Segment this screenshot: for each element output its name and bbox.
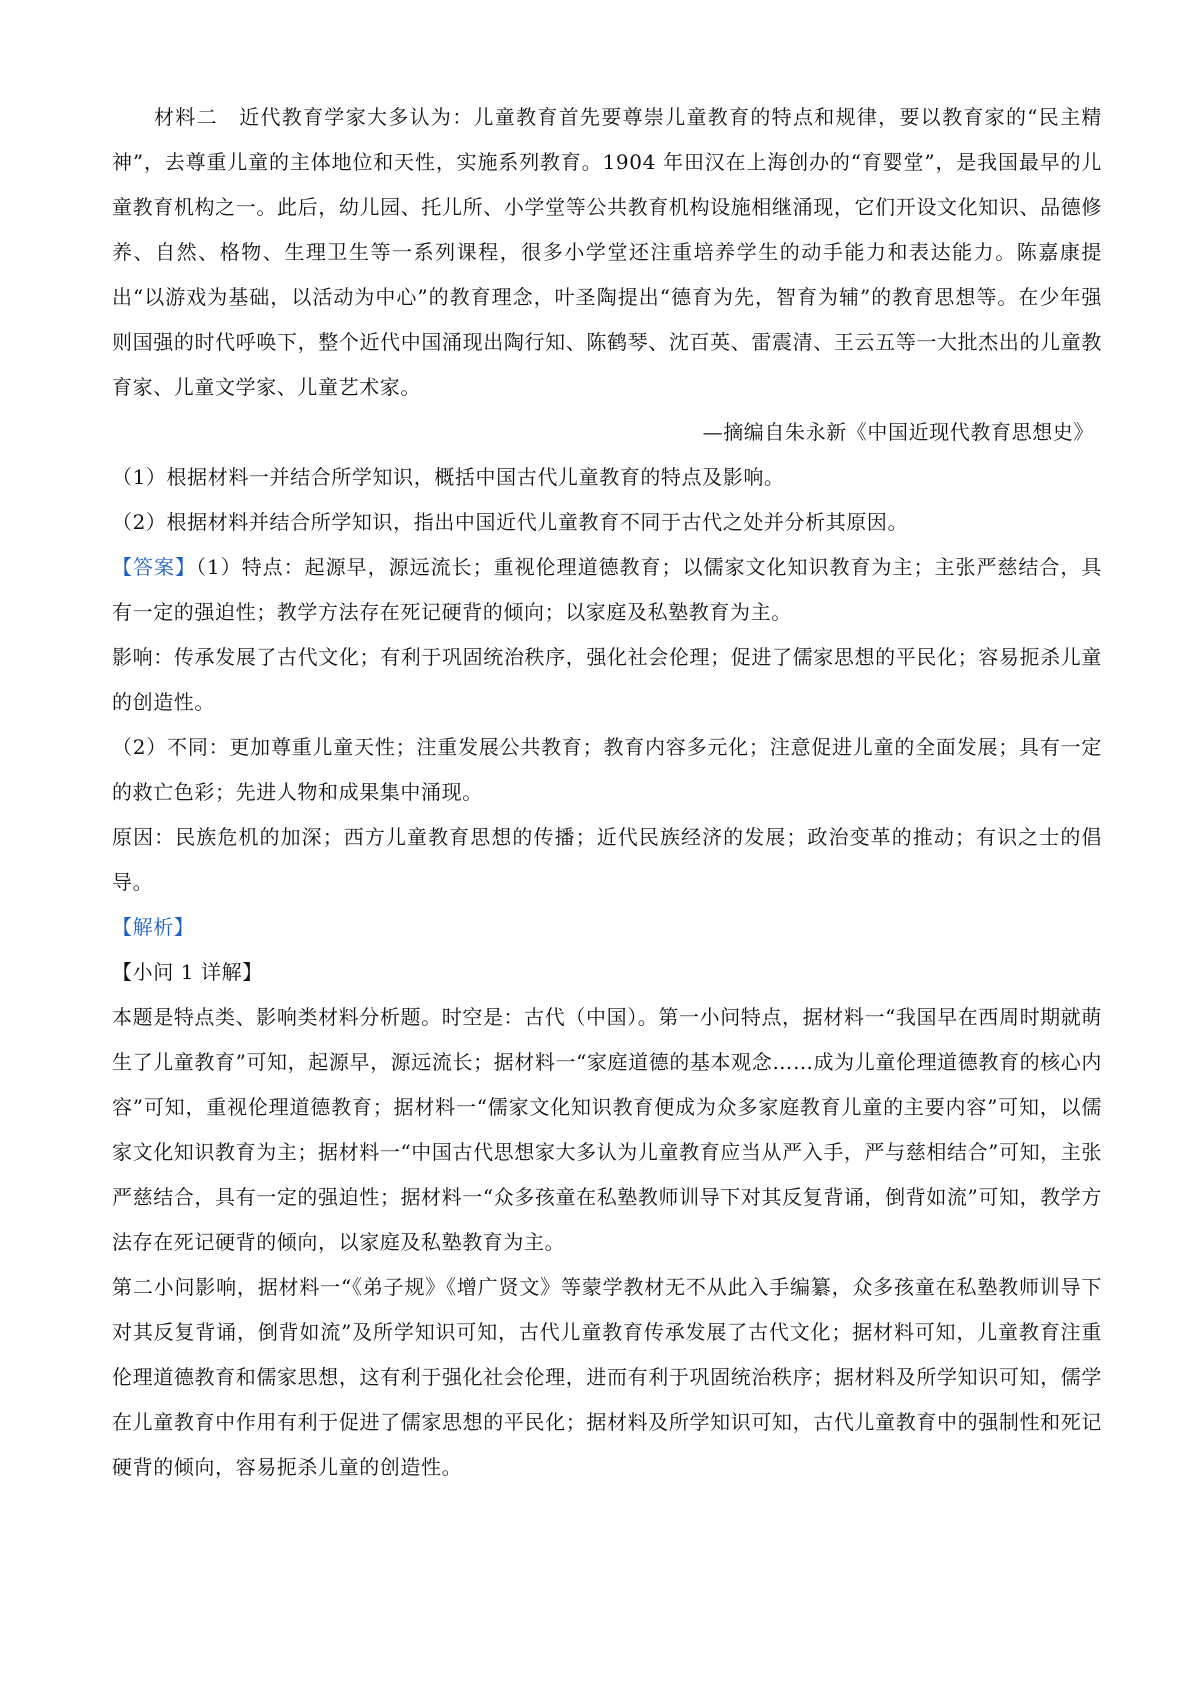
material-two-paragraph — [112, 95, 1102, 410]
analysis-paragraph-1: 本题是特点类、影响类材料分析题。时空是：古代（中国）。第一小问特点，据材料一“我国早在西周时期就萌生了儿童教育”可知，起源早，源远流长；据材料一“家庭道德的基本观念……成为儿童伦理道德教育的核心内容”可知，重视伦理道德教育；据材料一“儒家文化知识教育便成为众多家庭教育儿童的主要内容”可知，以儒家文化知识教育为主；据材料一“中国古代思想家大多认为儿童教育应当从严入手，严与慈相结合”可知，主张严慈结合，具有一定的强迫性；据材料一“众多孩童在私塾教师训导下对其反复背诵，倒背如流”可知，教学方法存在死记硬背的倾向，以家庭及私塾教育为主。 — [112, 1005, 1102, 1254]
answer-part1-impact: 影响：传承发展了古代文化；有利于巩固统治秩序，强化社会伦理；促进了儒家思想的平民化；容易扼杀儿童的创造性。 — [112, 645, 1102, 714]
analysis-tag: 【解析】 — [112, 915, 195, 939]
analysis-subheading: 【小问 1 详解】 — [112, 960, 263, 984]
document-page — [112, 95, 1102, 1490]
answer-tag: 【答案】 — [112, 555, 196, 579]
analysis-heading-line — [112, 905, 1102, 950]
material-source: —摘编自朱永新《中国近现代教育思想史》 — [702, 420, 1094, 444]
question-1: （1）根据材料一并结合所学知识，概括中国古代儿童教育的特点及影响。 — [112, 465, 785, 489]
material-two-label: 材料二 — [154, 105, 218, 129]
material-two-text: 近代教育学家大多认为：儿童教育首先要尊崇儿童教育的特点和规律，要以教育家的“民主精神”，去尊重儿童的主体地位和天性，实施系列教育。1904 年田汉在上海创办的“育婴堂”，是我国最早的儿童教育机构之一。此后，幼儿园、托儿所、小学堂等公共教育机构设施相继涌现，它们开设文化知识、品德修养、自然、格物、生理卫生等一系列课程，很多小学堂还注重培养学生的动手能力和表达能力。陈嘉康提出“以游戏为基础，以活动为中心”的教育理念，叶圣陶提出“德育为先，智育为辅”的教育思想等。在少年强则国强的时代呼唤下，整个近代中国涌现出陶行知、陈鹤琴、沈百英、雷震清、王云五等一大批杰出的儿童教育家、儿童文学家、儿童艺术家。 — [112, 105, 1102, 399]
analysis-paragraph-2: 第二小问影响，据材料一“《弟子规》《增广贤文》等蒙学教材无不从此入手编纂，众多孩童在私塾教师训导下对其反复背诵，倒背如流”及所学知识可知，古代儿童教育传承发展了古代文化；据材料可知，儿童教育注重伦理道德教育和儒家思想，这有利于强化社会伦理，进而有利于巩固统治秩序；据材料及所学知识可知，儒学在儿童教育中作用有利于促进了儒家思想的平民化；据材料及所学知识可知，古代儿童教育中的强制性和死记硬背的倾向，容易扼杀儿童的创造性。 — [112, 1275, 1102, 1479]
answer-part2-reasons: 原因：民族危机的加深；西方儿童教育思想的传播；近代民族经济的发展；政治变革的推动；有识之士的倡导。 — [112, 825, 1102, 894]
answer-features-text: （1）特点：起源早，源远流长；重视伦理道德教育；以儒家文化知识教育为主；主张严慈结合，具有一定的强迫性；教学方法存在死记硬背的倾向；以家庭及私塾教育为主。 — [112, 555, 1103, 624]
answer-part2-differences: （2）不同：更加尊重儿童天性；注重发展公共教育；教育内容多元化；注意促进儿童的全面发展；具有一定的救亡色彩；先进人物和成果集中涌现。 — [112, 735, 1102, 804]
question-2: （2）根据材料并结合所学知识，指出中国近代儿童教育不同于古代之处并分析其原因。 — [112, 510, 909, 534]
answer-part1-features — [112, 545, 1102, 635]
